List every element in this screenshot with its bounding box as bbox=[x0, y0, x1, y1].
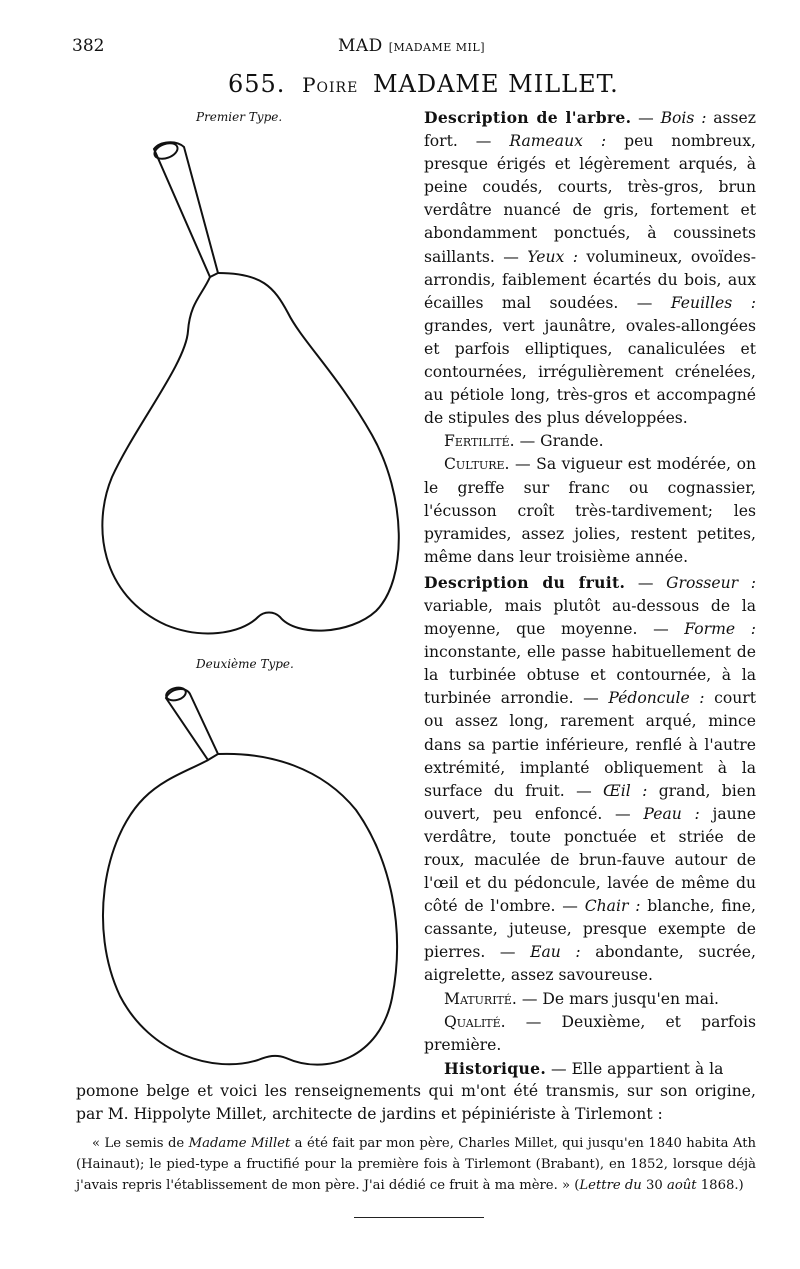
label-bois: Bois : bbox=[660, 109, 707, 127]
paragraph-maturite bbox=[424, 988, 756, 1011]
figure-caption-1: Premier Type. bbox=[196, 110, 283, 124]
label-pedoncule: Pédoncule : bbox=[608, 689, 705, 708]
title-name: MADAME MILLET. bbox=[372, 70, 619, 98]
historique-continuation: pomone belge et voici les renseignements qui m'ont été transmis, sur son origine, par M. Hippolyte Millet, architecte de jardins et pépiniériste à Tirlemont : bbox=[76, 1082, 756, 1124]
text-chair: blanche, fine, cassante, juteuse, presque exempte de pierres. — bbox=[424, 897, 756, 962]
label-eau: Eau : bbox=[530, 943, 581, 962]
quote-source: Lettre du bbox=[579, 1178, 642, 1193]
paragraph-culture bbox=[424, 453, 756, 568]
label-chair: Chair : bbox=[584, 897, 641, 916]
text-peau: jaune verdâtre, toute ponctuée et striée de roux, maculée de brun-fauve autour de l'œil et du pédoncule, lavée de même du côté de l'ombre. — bbox=[424, 804, 756, 916]
label-qualite: Qualité. bbox=[444, 1012, 506, 1031]
label-oeil: Œil : bbox=[603, 781, 648, 800]
dash: — bbox=[631, 109, 661, 127]
label-rameaux: Rameaux : bbox=[509, 132, 607, 151]
text-fertilite: — Grande. bbox=[514, 432, 604, 451]
heading-arbre: Description de l'arbre. bbox=[424, 108, 632, 127]
dash: — bbox=[625, 573, 667, 592]
label-feuilles: Feuilles : bbox=[670, 293, 756, 312]
text-yeux: volumineux, ovoïdes-arrondis, faiblement écartés du bois, aux écailles mal soudées. — bbox=[424, 247, 756, 312]
label-maturite: Maturité. bbox=[444, 989, 517, 1008]
text-feuilles: grandes, vert jaunâtre, ovales-allongées et parfois elliptiques, canaliculées et contournées, irrégulièrement crénelées, au pétiole long, très-gros et accompagné de stipules des plus développées. bbox=[424, 316, 756, 428]
quote-source-year: 1868. bbox=[696, 1178, 739, 1193]
label-forme: Forme : bbox=[684, 620, 756, 639]
title-number: 655. bbox=[228, 70, 286, 98]
running-head bbox=[338, 36, 485, 56]
text-bois: assez fort. — bbox=[424, 109, 756, 151]
pear-illustration-2 bbox=[90, 678, 410, 1078]
running-head-sub: [MADAME MIL] bbox=[388, 41, 485, 54]
quoted-letter bbox=[76, 1133, 756, 1196]
text-historique-start: — Elle appartient à la bbox=[546, 1059, 724, 1078]
text-forme: inconstante, elle passe habituellement de la turbinée obtuse et contournée, à la turbinée arrondie. — bbox=[424, 643, 756, 708]
paragraph-fertilite bbox=[424, 430, 756, 453]
main-text-column bbox=[424, 106, 756, 1081]
text-eau: abondante, sucrée, aigrelette, assez savoureuse. bbox=[424, 943, 756, 985]
text-qualite: — Deuxième, et parfois première. bbox=[424, 1012, 756, 1054]
quote-close: ) bbox=[738, 1178, 744, 1193]
paragraph-fruit bbox=[424, 571, 756, 988]
text-rameaux: peu nombreux, presque érigés et légèrement arqués, à peine coudés, courts, très-gros, brun verdâtre nuancé de gris, fortement et abondamment ponctués, à coussinets saillants. — bbox=[424, 132, 756, 266]
end-rule bbox=[354, 1217, 484, 1218]
page-number: 382 bbox=[72, 36, 105, 56]
heading-historique: Historique. bbox=[444, 1058, 547, 1078]
label-peau: Peau : bbox=[643, 804, 700, 823]
figure-caption-2: Deuxième Type. bbox=[196, 657, 294, 671]
text-culture: — Sa vigueur est modérée, on le greffe sur franc ou cognassier, l'écusson croît très-tardivement; les pyramides, assez jolies, restent petites, même dans leur troisième année. bbox=[424, 455, 756, 566]
paragraph-qualite bbox=[424, 1011, 756, 1057]
quote-variety-name: Madame Millet bbox=[188, 1136, 291, 1151]
page-title bbox=[228, 70, 619, 98]
heading-fruit: Description du fruit. bbox=[424, 572, 626, 592]
pear-illustration-1 bbox=[90, 135, 410, 650]
paragraph-arbre bbox=[424, 106, 756, 430]
label-grosseur: Grosseur : bbox=[666, 573, 756, 592]
quote-source-month: août bbox=[666, 1178, 697, 1193]
label-fertilite: Fertilité. bbox=[444, 432, 515, 451]
text-grosseur: variable, mais plutôt au-dessous de la moyenne, que moyenne. — bbox=[424, 596, 756, 639]
label-yeux: Yeux : bbox=[527, 247, 578, 266]
quote-open: « Le semis de bbox=[92, 1136, 189, 1151]
quote-text: a été fait par mon père, Charles Millet, qui jusqu'en 1840 habita Ath (Hainaut); le pied-type a fructifié pour la première fois à Tirlemont (Brabant), en 1852, lorsque déjà j'avais repris l'établissement de mon père. J'ai dédié ce fruit à ma mère. » ( bbox=[76, 1136, 756, 1193]
running-head-main: MAD bbox=[338, 36, 383, 56]
text-oeil: grand, bien ouvert, peu enfoncé. — bbox=[424, 781, 756, 823]
title-prefix: Poire bbox=[302, 73, 359, 97]
text-pedoncule: court ou assez long, rarement arqué, mince dans sa partie inférieure, renflé à l'autre extrémité, implanté obliquement à la surface du fruit. — bbox=[424, 689, 757, 800]
quote-source-date: 30 bbox=[641, 1178, 667, 1193]
text-maturite: — De mars jusqu'en mai. bbox=[516, 989, 720, 1008]
paragraph-historique-start bbox=[424, 1057, 756, 1081]
label-culture: Culture. bbox=[444, 455, 510, 474]
